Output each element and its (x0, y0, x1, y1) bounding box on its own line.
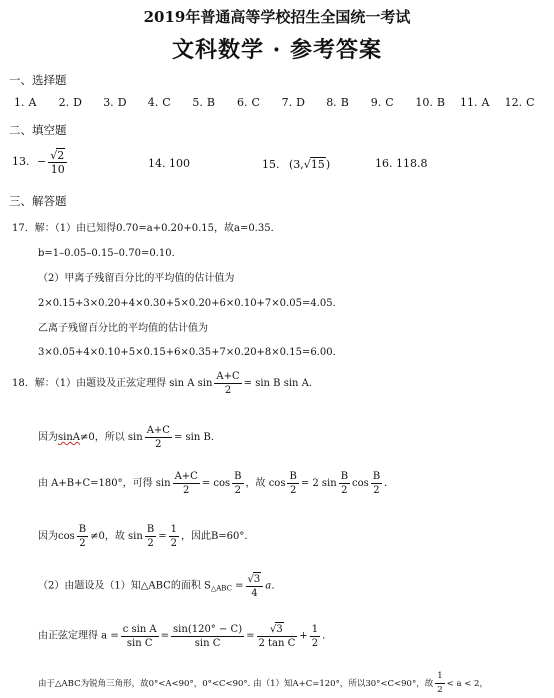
q18-line-3: 由 A+B+C=180°，可得 sin $\frac{A+C}{2}$ = cos $\frac{B}{2}$ ，故 cos $\frac{B}{2}$ = 2 sin $\frac{B}{2}$ cos $\frac{B}{2}$ ． (38, 471, 395, 496)
choice-answer (282, 96, 305, 109)
choice-number: 5. (192, 96, 203, 109)
choice-answer (14, 96, 36, 109)
choice-number: 8. (326, 96, 337, 109)
choice-answer (192, 96, 215, 109)
choice-number: 3. (103, 96, 114, 109)
q17-line-1: 17．解：（1）由已知得0.70=a+0.20+0.15，故a=0.35． (12, 223, 281, 234)
exam-title: 2019年普通高等学校招生全国统一考试 (143, 8, 411, 26)
choice-letter: C (251, 96, 260, 109)
choice-answer (237, 96, 260, 109)
choice-number: 7. (281, 96, 293, 109)
section-choice: 一、选择题 (9, 73, 67, 87)
answer-13: 13. − $\frac{√2}{10}$ (12, 148, 69, 176)
choice-letter: C (162, 96, 171, 109)
choice-number: 4. (147, 96, 159, 109)
exam-subtitle: 文科数学 · 参考答案 (172, 37, 382, 63)
choice-number: 1. (14, 96, 25, 109)
q18-line-1: 18．解：（1）由题设及正弦定理得 sin A sin $\frac{A+C}{2}$ = sin B sin A． (12, 371, 319, 396)
q17-line-4: 2×0.15+3×0.20+4×0.30+5×0.20+6×0.10+7×0.05=4.05． (38, 298, 343, 309)
choice-letter: A (481, 96, 490, 109)
choice-letter: D (296, 96, 305, 109)
q18-line-4: 因为cos $\frac{B}{2}$ ≠0，故 sin $\frac{B}{2}$ = $\frac{1}{2}$ ，因此B=60°． (38, 524, 255, 549)
choice-letter: D (117, 96, 127, 109)
answer-15: 15. (3,√15) (262, 158, 331, 171)
choice-letter: B (436, 96, 445, 109)
choice-answer (59, 96, 82, 109)
choice-number: 12. (504, 96, 523, 109)
choice-answer (326, 96, 349, 109)
choice-letter: C (385, 96, 394, 109)
choice-number: 2. (58, 96, 70, 109)
q17-line-6: 3×0.05+4×0.10+5×0.15+6×0.35+7×0.20+8×0.15=6.00． (38, 347, 343, 358)
choice-number: 9. (370, 96, 382, 109)
q18-line-7: 由于△ABC为锐角三角形，故0°<A<90°，0°<C<90°. 由（1）知A+C=120°，所以30°<C<90°，故 $\frac{1}{2}$ < a < 2， (38, 671, 488, 695)
section-fill: 二、填空题 (9, 123, 67, 137)
answer-14: 14. 100 (148, 157, 190, 170)
choice-answer (103, 96, 126, 109)
choice-letter: C (526, 96, 535, 109)
choice-answer (505, 96, 535, 109)
choice-answer (148, 96, 171, 109)
choice-number: 10. (415, 96, 433, 109)
q17-line-2: b=1–0.05–0.15–0.70=0.10． (38, 248, 182, 259)
choice-letter: B (206, 96, 215, 109)
q17-line-5: 乙离子残留百分比的平均值的估计值为 (38, 323, 208, 334)
choice-letter: B (340, 96, 349, 109)
q18-line-5: （2）由题设及（1）知△ABC的面积 $S_{\triangle ABC}$ = $\frac{√3}{4}$ a． (38, 574, 282, 599)
choice-number: 11. (460, 96, 478, 109)
choice-answer (460, 96, 489, 109)
section-solve: 三、解答题 (9, 194, 67, 208)
q17-line-3: （2）甲离子残留百分比的平均值的估计值为 (38, 273, 235, 284)
choice-letter: A (28, 96, 37, 109)
q18-line-6: 由正弦定理得 a = $\frac{\text{c sin A}}{\text{sin C}}$ = $\frac{\sin(120^\circ - C)}{\text{sin C}}$ = $\frac{√3}{\text{2 tan C}}$ + $\frac{1}{2}$ ． (38, 623, 333, 649)
answer-16: 16. 118.8 (375, 157, 428, 170)
choice-answer (371, 96, 394, 109)
choice-number: 6. (237, 96, 248, 109)
q18-line-2: 因为sinA≠0，所以 sin $\frac{A+C}{2}$ = sin B． (38, 425, 221, 450)
choice-answer (415, 96, 445, 109)
choice-letter: D (73, 96, 82, 109)
